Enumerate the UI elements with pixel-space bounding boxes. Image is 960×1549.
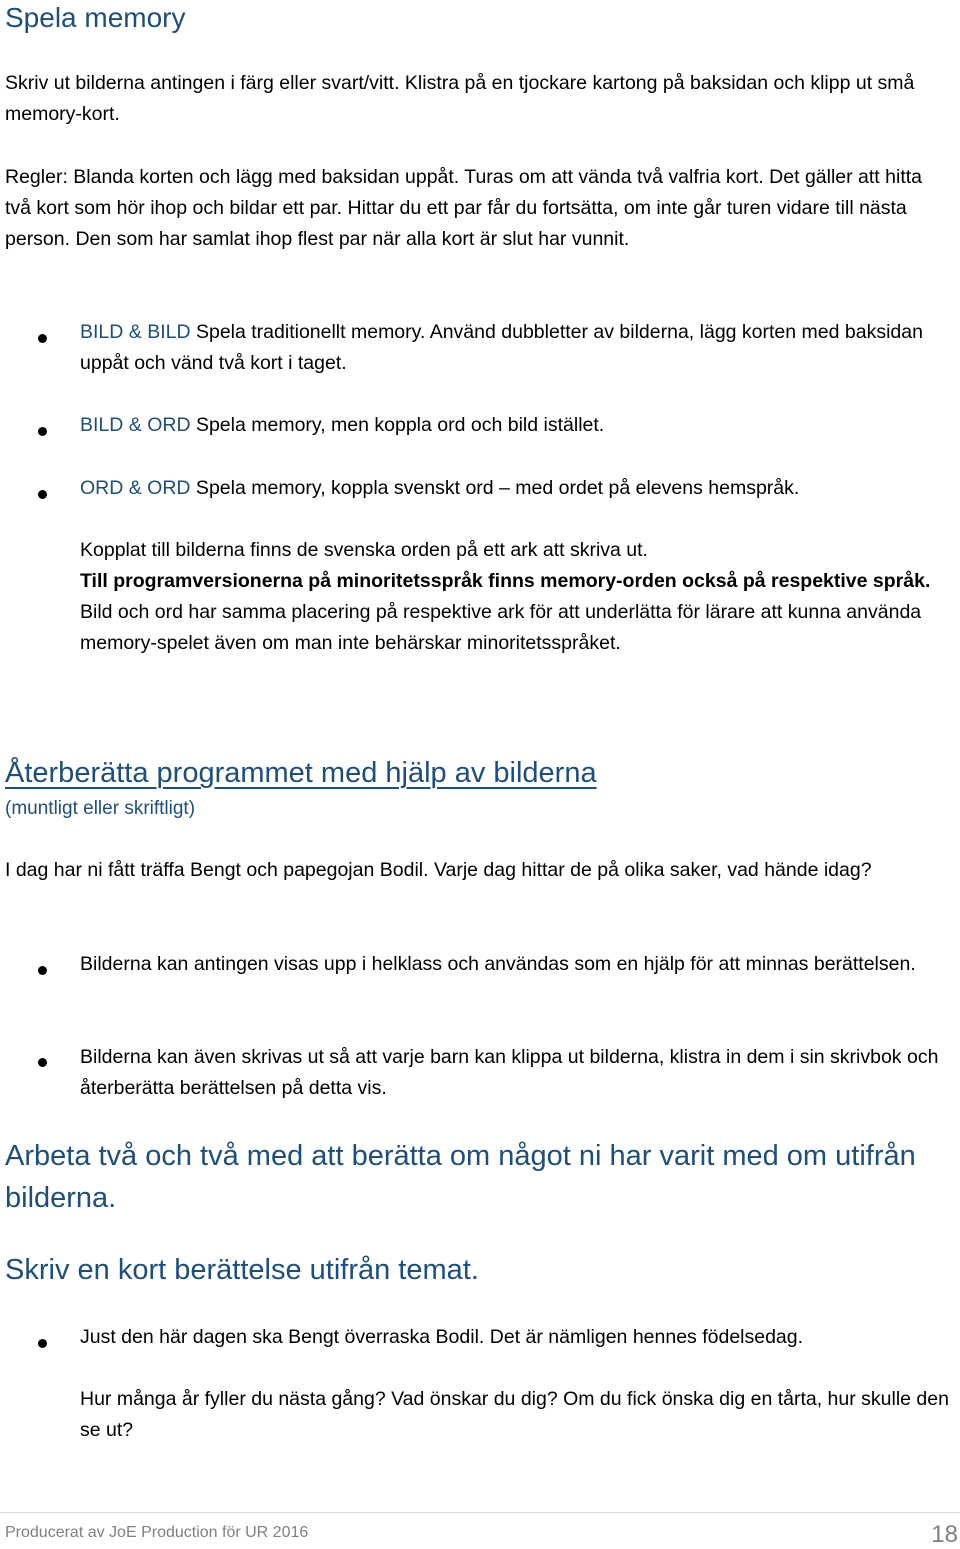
item-text: Spela memory, koppla svenskt ord – med ordet på elevens hemspråk. bbox=[190, 477, 800, 499]
section-title-pairs: Arbeta två och två med att berätta om något ni har varit med om utifrån bilderna. bbox=[5, 1140, 916, 1214]
note-bold: Till programversionerna på minoritetsspråk finns memory-orden också på respektive språk. bbox=[80, 570, 931, 592]
item-text: Spela traditionellt memory. Använd dubbletter av bilderna, lägg korten med baksidan uppåt och vänd två kort i taget. bbox=[80, 321, 923, 374]
footer-producer: Producerat av JoE Production för UR 2016 bbox=[5, 1524, 309, 1541]
bullet-icon bbox=[38, 427, 47, 436]
list-item bbox=[80, 473, 950, 504]
questions-paragraph: Hur många år fyller du nästa gång? Vad önskar du dig? Om du fick önska dig en tårta, hur skulle den se ut? bbox=[80, 1388, 949, 1441]
list-item: Bilderna kan antingen visas upp i helklass och användas som en hjälp för att minnas berättelsen. bbox=[80, 953, 916, 975]
page-title: Spela memory bbox=[5, 2, 186, 33]
rules-paragraph: Regler: Blanda korten och lägg med baksidan uppåt. Turas om att vända två valfria kort. Det gäller att hitta två kort som hör ihop och bildar ett par. Hittar du ett par får du fortsätta, om inte går turen vidare till nästa person. Den som har samlat ihop flest par när alla kort är slut har vunnit. bbox=[5, 166, 923, 250]
section-title-story: Skriv en kort berättelse utifrån temat. bbox=[5, 1254, 479, 1286]
retell-paragraph: I dag har ni fått träffa Bengt och papegojan Bodil. Varje dag hittar de på olika saker, vad hände idag? bbox=[5, 859, 872, 881]
bullet-icon bbox=[38, 334, 47, 343]
bullet-icon bbox=[38, 1058, 47, 1067]
note-rest: Bild och ord har samma placering på respektive ark för att underlätta för lärare att kunna använda memory-spelet även om man inte behärskar minoritetsspråket. bbox=[80, 601, 922, 654]
section-subtitle: (muntligt eller skriftligt) bbox=[5, 798, 196, 819]
bullet-icon bbox=[38, 1339, 47, 1348]
list-item bbox=[80, 410, 950, 441]
item-tag: BILD & ORD bbox=[80, 414, 191, 436]
page-number: 18 bbox=[931, 1521, 958, 1548]
item-text: Spela memory, men koppla ord och bild istället. bbox=[190, 414, 605, 436]
footer-divider bbox=[0, 1512, 960, 1513]
intro-paragraph: Skriv ut bilderna antingen i färg eller svart/vitt. Klistra på en tjockare kartong på baksidan och klipp ut små memory-kort. bbox=[5, 72, 915, 125]
note-line: Kopplat till bilderna finns de svenska orden på ett ark att skriva ut. bbox=[80, 539, 648, 561]
bullet-icon bbox=[38, 966, 47, 975]
list-item: Just den här dagen ska Bengt överraska Bodil. Det är nämligen hennes födelsedag. bbox=[80, 1326, 804, 1348]
note-paragraph bbox=[80, 566, 950, 659]
list-item bbox=[80, 317, 950, 379]
item-tag: ORD & ORD bbox=[80, 477, 191, 499]
item-tag: BILD & BILD bbox=[80, 321, 191, 343]
list-item: Bilderna kan även skrivas ut så att varje barn kan klippa ut bilderna, klistra in dem i sin skrivbok och återberätta berättelsen på detta vis. bbox=[80, 1046, 939, 1099]
bullet-icon bbox=[38, 490, 47, 499]
section-title-retell: Återberätta programmet med hjälp av bilderna bbox=[5, 757, 597, 789]
